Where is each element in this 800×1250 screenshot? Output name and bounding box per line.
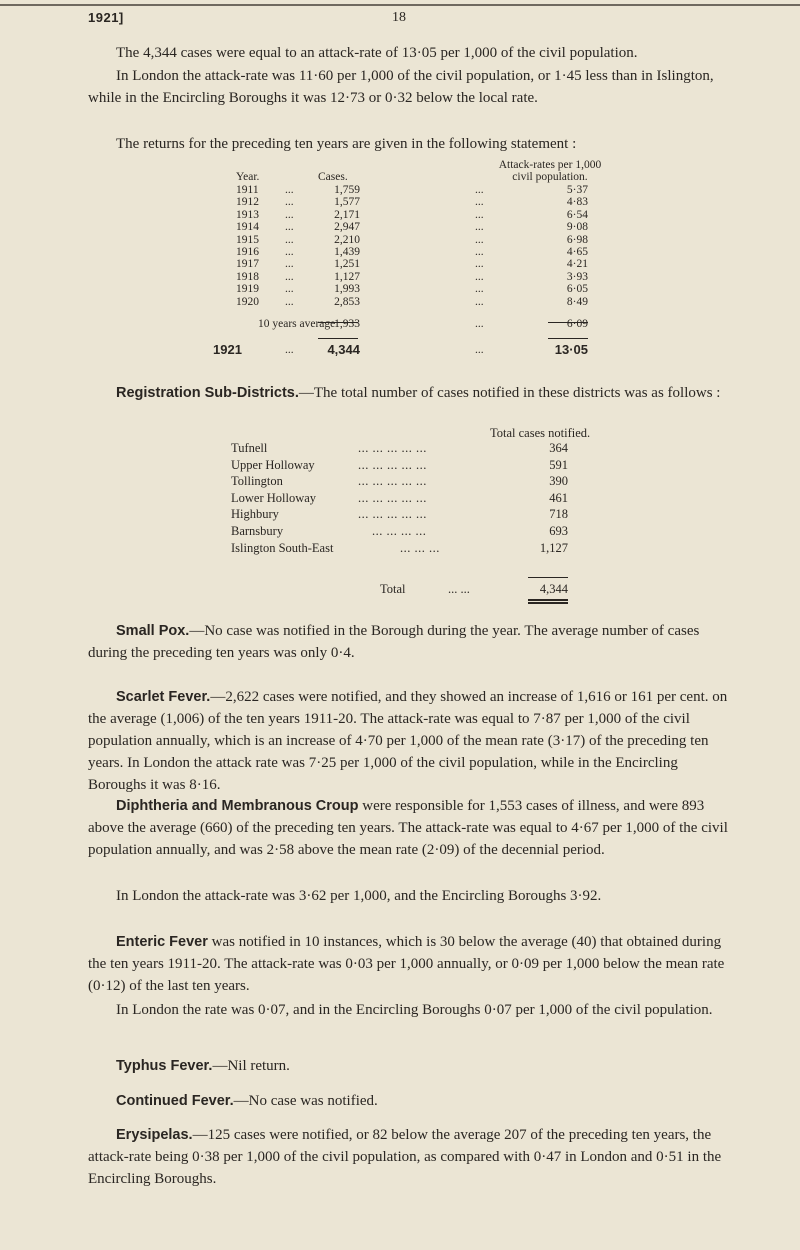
scarlet-text: —2,622 cases were notified, and they showed an increase of 1,616 or 161 per cent. on the average (1,006) of the ten years 1911-20. The attack-rate was equal to 7·87 per 1,000 of the civil population annually, which is an increase of 4·70 per 1,000 of the mean rate (3·17) of the preceding ten years. In London the attack rate was 7·25 per 1,000 of the civil population, while in the Encircling Boroughs it was 8·16.	[88, 689, 728, 793]
table-row-rate: 8·49	[566, 295, 588, 308]
table-row-dots: ...	[475, 208, 484, 221]
subdistrict-dots: ... ... ... ... ...	[358, 490, 427, 505]
subdistrict-name: Barnsbury	[231, 524, 284, 538]
subdistricts-total-dots: ... ...	[448, 582, 470, 596]
subdistrict-dots: ... ... ... ... ...	[358, 457, 427, 472]
table-row-cases: 2,210	[334, 233, 360, 246]
subdistrict-dots: ... ... ... ... ...	[358, 441, 427, 455]
table-row-year: 1912	[236, 196, 259, 209]
average-label: 10 years average	[258, 318, 336, 330]
current-cases: 4,344	[327, 342, 360, 357]
table-row-dots: ...	[285, 270, 294, 283]
table-row-cases: 1,251	[334, 258, 360, 271]
table-row-dots: ...	[285, 258, 294, 271]
subdistrict-value: 718	[549, 507, 568, 522]
subdistricts-total-value: 4,344	[539, 582, 568, 596]
table-row-dots: ...	[285, 221, 294, 234]
table-row-dots: ...	[475, 184, 484, 196]
table-row-rate: 5·37	[566, 184, 588, 196]
subdistrict-dots: ... ... ... ... ...	[358, 507, 427, 522]
table-row-cases: 1,577	[334, 196, 360, 209]
table-row-rate: 3·93	[566, 270, 588, 283]
table-row-dots: ...	[475, 221, 484, 234]
table-row-dots: ...	[475, 270, 484, 283]
current-rate: 13·05	[554, 342, 588, 357]
table-row-cases: 2,947	[334, 221, 360, 234]
table-row-cases: 1,993	[334, 283, 360, 296]
table-row-dots: ...	[475, 258, 484, 271]
table-row-rate: 6·98	[566, 233, 588, 246]
subdistricts-heading: Registration Sub-Districts.	[116, 385, 299, 401]
table-row-dots: ...	[285, 295, 294, 308]
subdistrict-name: Islington South-East	[231, 540, 334, 555]
subdistricts-text: —The total number of cases notified in these districts was as follows :	[298, 385, 721, 401]
table-row-dots: ...	[475, 295, 484, 308]
table-row-year: 1916	[236, 246, 259, 258]
cases-final-rule	[318, 338, 358, 339]
table-row-year: 1913	[236, 208, 259, 221]
table-row-dots: ...	[475, 246, 484, 258]
smallpox-heading: Small Pox.	[116, 623, 190, 639]
table-row-dots: ...	[475, 283, 484, 296]
table-row-year: 1918	[236, 270, 259, 283]
col-rate-header-line2: civil population.	[512, 171, 588, 183]
enteric-text: was notified in 10 instances, which is 30 below the average (40) that obtained during the ten years 1911-20. The attack-rate was 0·03 per 1,000 annually, or 0·09 per 1,000 below the mean rate (0·12) of the last ten years.	[88, 934, 725, 994]
average-dots: ...	[475, 318, 484, 330]
typhus-paragraph	[88, 1055, 738, 1077]
current-dots-1: ...	[285, 344, 294, 356]
erysipelas-heading: Erysipelas.	[116, 1127, 193, 1143]
col-cases-header: Cases.	[318, 171, 348, 183]
subdistrict-name: Tollington	[231, 474, 283, 489]
enteric-heading: Enteric Fever	[116, 934, 208, 950]
average-cases: 1,933	[334, 318, 360, 330]
continued-heading: Continued Fever.	[116, 1093, 234, 1109]
table-row-year: 1915	[236, 233, 259, 246]
subdistrict-value: 390	[549, 474, 568, 489]
subdistricts-sum-rule	[528, 577, 568, 578]
average-rate: 6·09	[566, 318, 588, 330]
table-row-year: 1911	[236, 184, 259, 196]
intro-paragraph-2: In London the attack-rate was 11·60 per 1,000 of the civil population, or 1·45 less than in Islington, while in the Encircling Boroughs it was 12·73 or 0·32 below the local rate.	[88, 68, 714, 106]
table-row-dots: ...	[285, 233, 294, 246]
table-row-rate: 4·65	[566, 246, 588, 258]
diphtheria-paragraph	[88, 795, 738, 861]
table-row-dots: ...	[285, 283, 294, 296]
subdistricts-double-rule-2	[528, 602, 568, 604]
scarlet-heading: Scarlet Fever.	[116, 689, 211, 705]
subdistricts-col-header: Total cases notified.	[490, 426, 591, 440]
subdistrict-dots: ... ... ...	[400, 540, 440, 555]
subdistrict-value: 591	[549, 457, 568, 472]
col-rate-header-line1: Attack-rates per 1,000	[498, 159, 602, 171]
smallpox-text: —No case was notified in the Borough during the year. The average number of cases during the preceding ten years was only 0·4.	[88, 623, 700, 661]
table-row-year: 1920	[236, 295, 259, 308]
table-row-dots: ...	[285, 208, 294, 221]
typhus-heading: Typhus Fever.	[116, 1058, 213, 1074]
table-row-rate: 4·83	[566, 196, 588, 209]
subdistricts-double-rule-1	[528, 599, 568, 601]
diphtheria-heading: Diphtheria and Membranous Croup	[116, 798, 359, 814]
intro-paragraph-1: The 4,344 cases were equal to an attack-rate of 13·05 per 1,000 of the civil population.	[116, 45, 638, 61]
subdistricts-paragraph	[88, 382, 738, 404]
subdistrict-name: Upper Holloway	[231, 457, 315, 472]
subdistrict-value: 364	[549, 441, 568, 455]
page-number: 18	[392, 10, 406, 25]
current-dots-2: ...	[475, 344, 484, 356]
rate-final-rule	[548, 338, 588, 339]
table-row-rate: 9·08	[566, 221, 588, 234]
table-row-cases: 1,759	[334, 184, 360, 196]
table-row-rate: 6·05	[566, 283, 588, 296]
table-row-cases: 2,853	[334, 295, 360, 308]
subdistrict-dots: ... ... ... ...	[372, 524, 427, 538]
subdistrict-name: Lower Holloway	[231, 490, 317, 505]
col-year-header: Year.	[236, 171, 260, 183]
subdistricts-total-label: Total	[380, 582, 406, 596]
table-row-year: 1917	[236, 258, 259, 271]
table-row-rate: 4·21	[566, 258, 588, 271]
typhus-text: —Nil return.	[212, 1058, 290, 1074]
smallpox-paragraph	[88, 620, 738, 664]
erysipelas-text: —125 cases were notified, or 82 below the average 207 of the preceding ten years, the attack-rate being 0·38 per 1,000 of the civil population, as compared with 0·47 in London and 0·51 in the Encircling Boroughs.	[88, 1127, 722, 1187]
subdistrict-name: Highbury	[231, 507, 279, 522]
table-row-rate: 6·54	[566, 208, 588, 221]
subdistrict-value: 693	[549, 524, 568, 538]
current-year: 1921	[213, 342, 242, 357]
table-row-cases: 1,439	[334, 246, 360, 258]
table-row-dots: ...	[285, 196, 294, 209]
continued-text: —No case was notified.	[233, 1093, 378, 1109]
table-row-dots: ...	[285, 184, 294, 196]
subdistrict-value: 461	[549, 490, 568, 505]
subdistrict-name: Tufnell	[231, 441, 268, 455]
enteric-london: In London the rate was 0·07, and in the Encircling Boroughs 0·07 per 1,000 of the civil population.	[116, 1002, 713, 1018]
table-row-dots: ...	[475, 196, 484, 209]
table-row-cases: 2,171	[334, 208, 360, 221]
table-row-year: 1914	[236, 221, 259, 234]
table-row-year: 1919	[236, 283, 259, 296]
subdistrict-dots: ... ... ... ... ...	[358, 474, 427, 489]
diphtheria-london: In London the attack-rate was 3·62 per 1,000, and the Encircling Boroughs 3·92.	[116, 888, 602, 904]
table-row-dots: ...	[475, 233, 484, 246]
table-row-cases: 1,127	[334, 270, 360, 283]
diphtheria-text: were responsible for 1,553 cases of illness, and were 893 above the average (660) of the preceding ten years. The attack-rate was equal to 4·67 per 1,000 of the civil population annually, and was 2·58 above the mean rate (2·09) of the decennial period.	[88, 798, 728, 858]
top-rule	[0, 4, 800, 6]
subdistrict-value: 1,127	[539, 540, 568, 555]
erysipelas-paragraph	[88, 1124, 738, 1190]
continued-paragraph	[88, 1090, 738, 1112]
scarlet-paragraph	[88, 686, 738, 796]
enteric-paragraph	[88, 931, 738, 997]
running-header-year: 1921]	[88, 10, 124, 25]
table-row-dots: ...	[285, 246, 294, 258]
intro-paragraph-3: The returns for the preceding ten years are given in the following statement :	[116, 136, 577, 152]
